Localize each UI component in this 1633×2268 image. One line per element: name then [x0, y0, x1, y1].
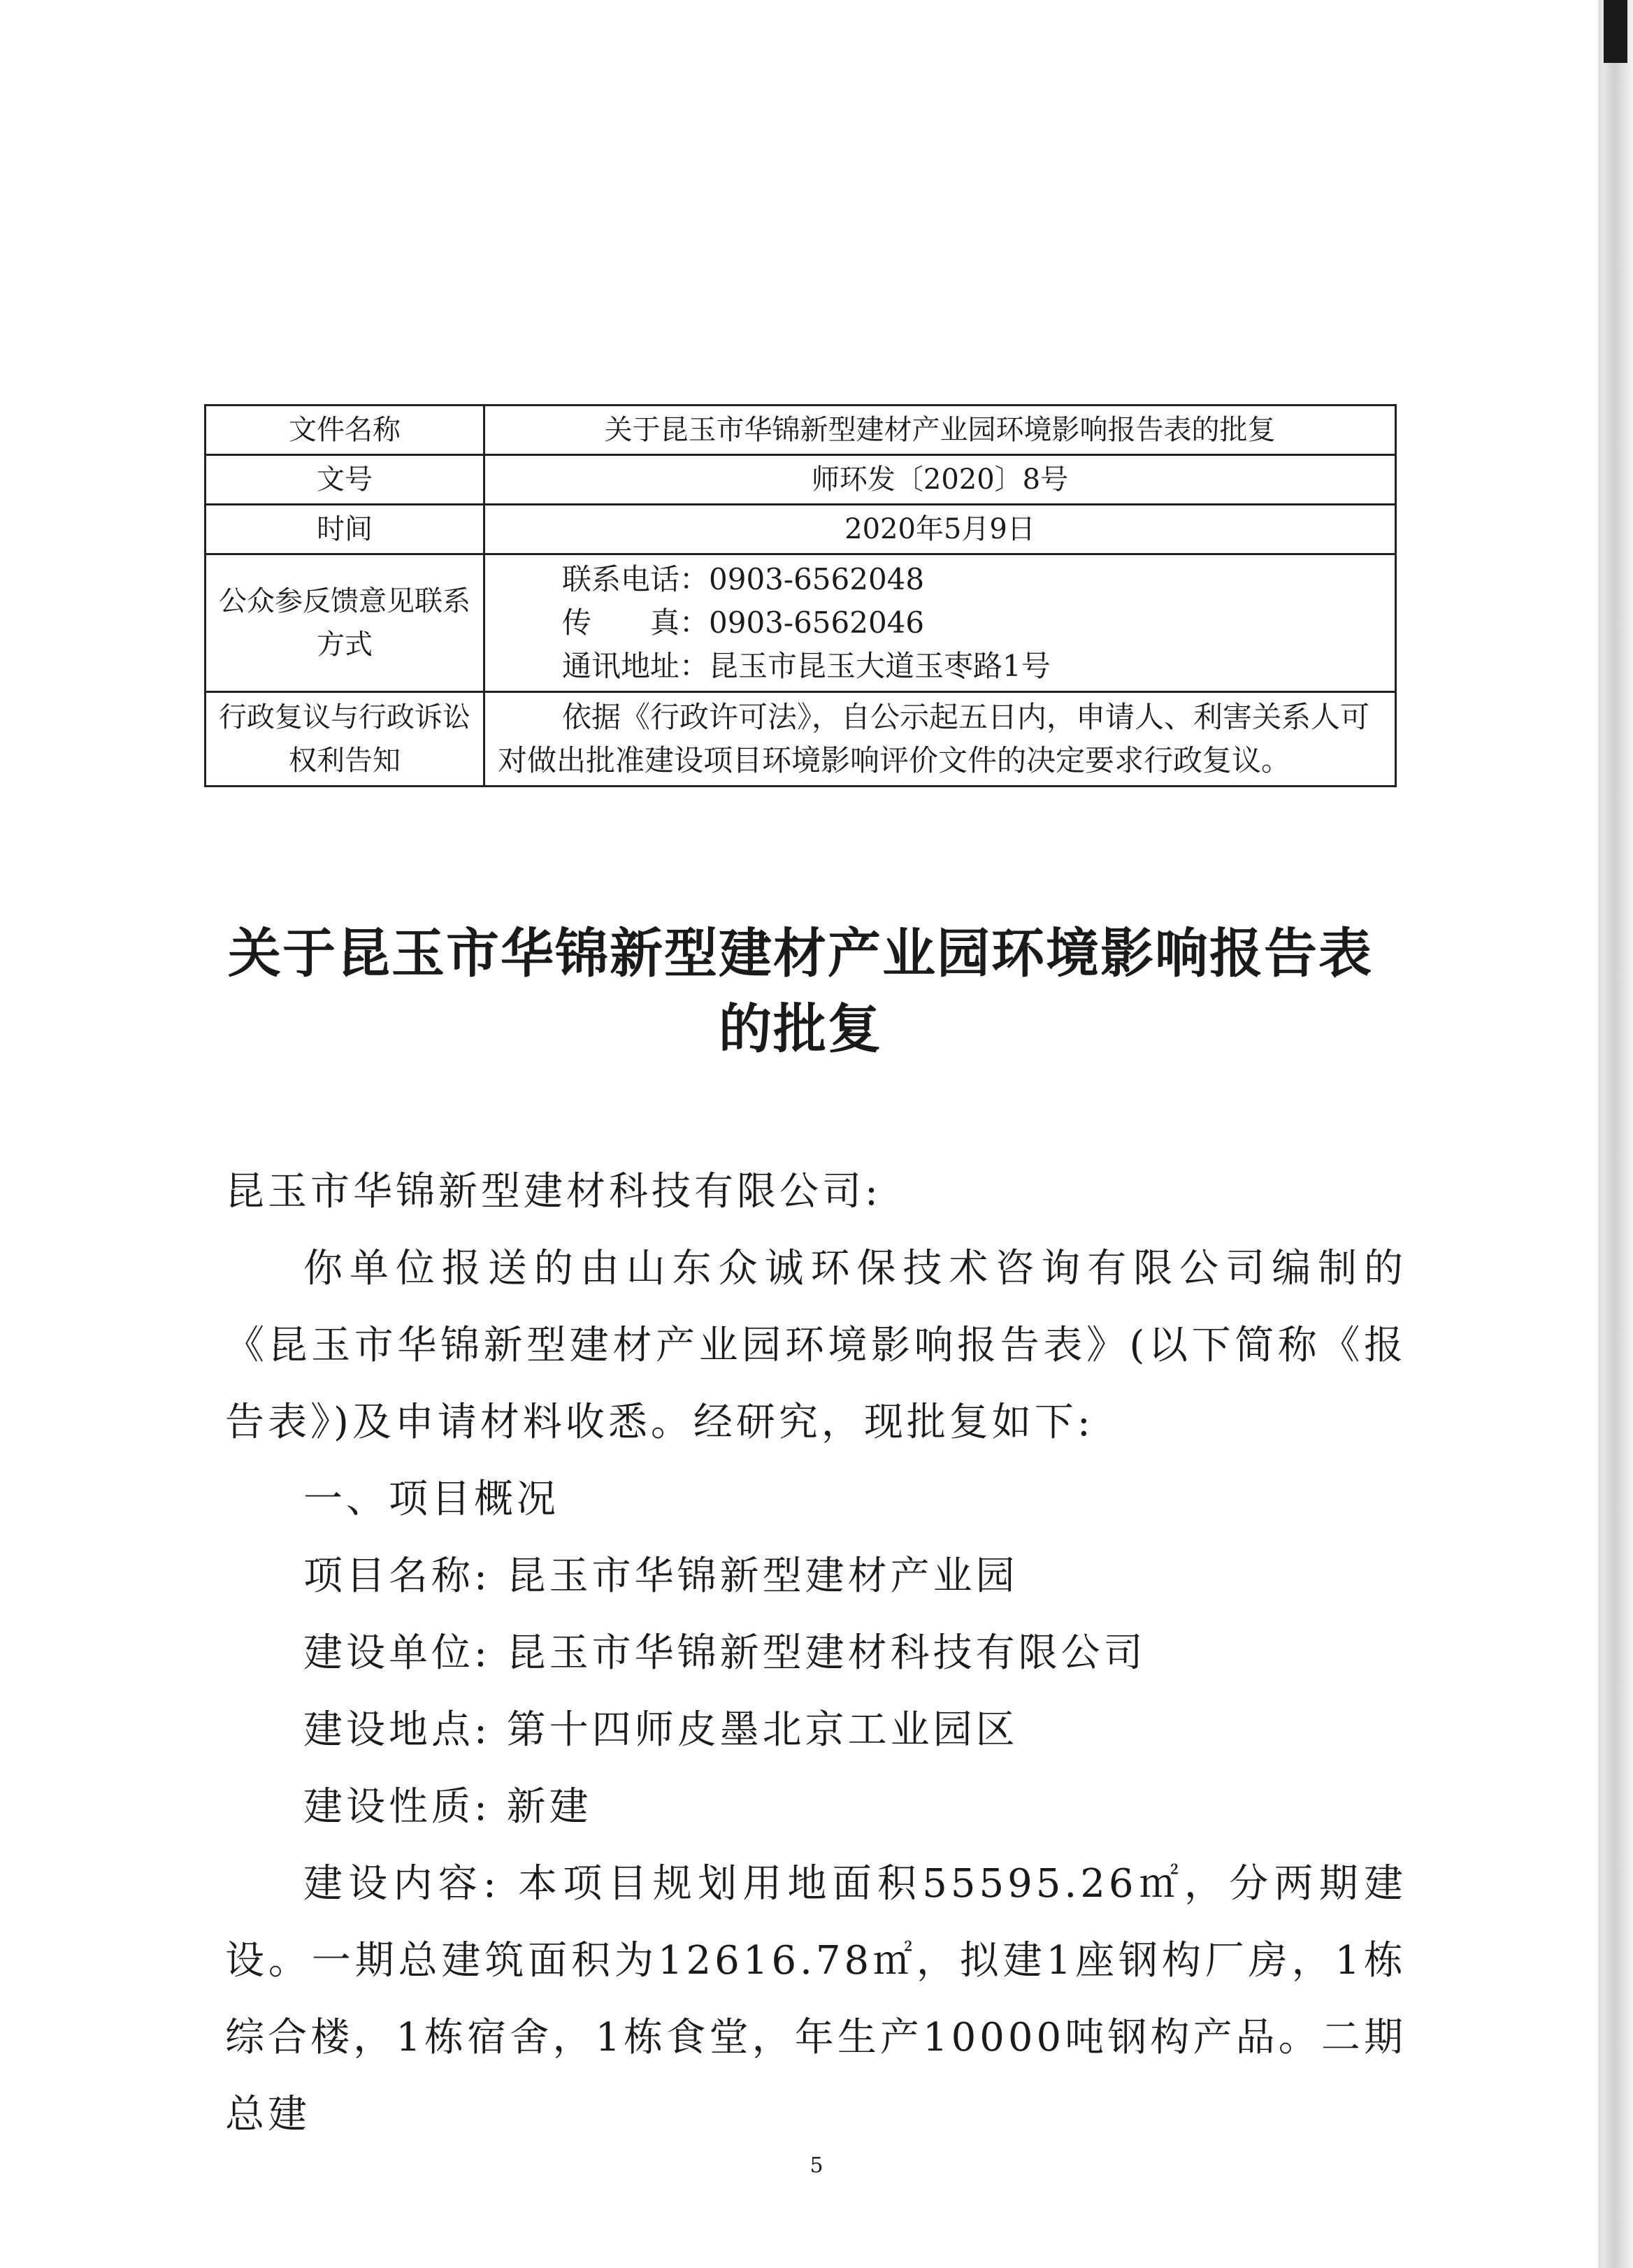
page-shadow [1598, 0, 1602, 2268]
contact-value [484, 554, 1396, 692]
table-row [206, 405, 1396, 455]
addressee: 昆玉市华锦新型建材科技有限公司: [225, 1169, 882, 1214]
scan-mark [1604, 0, 1627, 63]
table-row [206, 455, 1396, 505]
location: 建设地点: 第十四师皮墨北京工业园区 [303, 1707, 1019, 1753]
construction-content: 建设内容: 本项目规划用地面积55595.26㎡，分两期建设。一期总建筑面积为12616.78㎡，拟建1座钢构厂房，1栋综合楼，1栋宿舍，1栋食堂，年生产10000吨钢构产品。二期总建 [225, 1861, 1407, 2137]
document-body [225, 1154, 1407, 2153]
contact-phone: 联系电话：0903-6562048 [562, 562, 925, 596]
file-name-label: 文件名称 [206, 405, 484, 455]
nature: 建设性质: 新建 [303, 1784, 592, 1830]
builder: 建设单位: 昆玉市华锦新型建材科技有限公司 [303, 1630, 1146, 1676]
table-row [206, 554, 1396, 692]
file-name-value: 关于昆玉市华锦新型建材产业园环境影响报告表的批复 [484, 405, 1396, 455]
date-value: 2020年5月9日 [484, 505, 1396, 554]
doc-number-label: 文号 [206, 455, 484, 505]
date-label: 时间 [206, 505, 484, 554]
page-number: 5 [810, 2153, 823, 2178]
project-name: 项目名称: 昆玉市华锦新型建材产业园 [303, 1553, 1019, 1599]
intro-paragraph: 你单位报送的由山东众诚环保技术咨询有限公司编制的《昆玉市华锦新型建材产业园环境影响报告表》(以下简称《报告表》)及申请材料收悉。经研究，现批复如下: [225, 1246, 1407, 1445]
review-label: 行政复议与行政诉讼权利告知 [206, 692, 484, 787]
section-heading: 一、项目概况 [303, 1477, 559, 1522]
contact-fax: 传 真：0903-6562046 [562, 605, 925, 640]
doc-number-value: 师环发〔2020〕8号 [484, 455, 1396, 505]
review-value [484, 692, 1396, 787]
table-row [206, 692, 1396, 787]
scan-edge [1602, 0, 1633, 2268]
contact-label: 公众参反馈意见联系方式 [206, 554, 484, 692]
table-row [206, 505, 1396, 554]
document-title: 关于昆玉市华锦新型建材产业园环境影响报告表的批复 [228, 922, 1373, 1060]
contact-address: 通讯地址：昆玉市昆玉大道玉枣路1号 [562, 649, 1051, 683]
review-notice: 依据《行政许可法》，自公示起五日内，申请人、利害关系人可对做出批准建设项目环境影响评价文件的决定要求行政复议。 [498, 700, 1370, 777]
document-info-table [204, 404, 1397, 787]
